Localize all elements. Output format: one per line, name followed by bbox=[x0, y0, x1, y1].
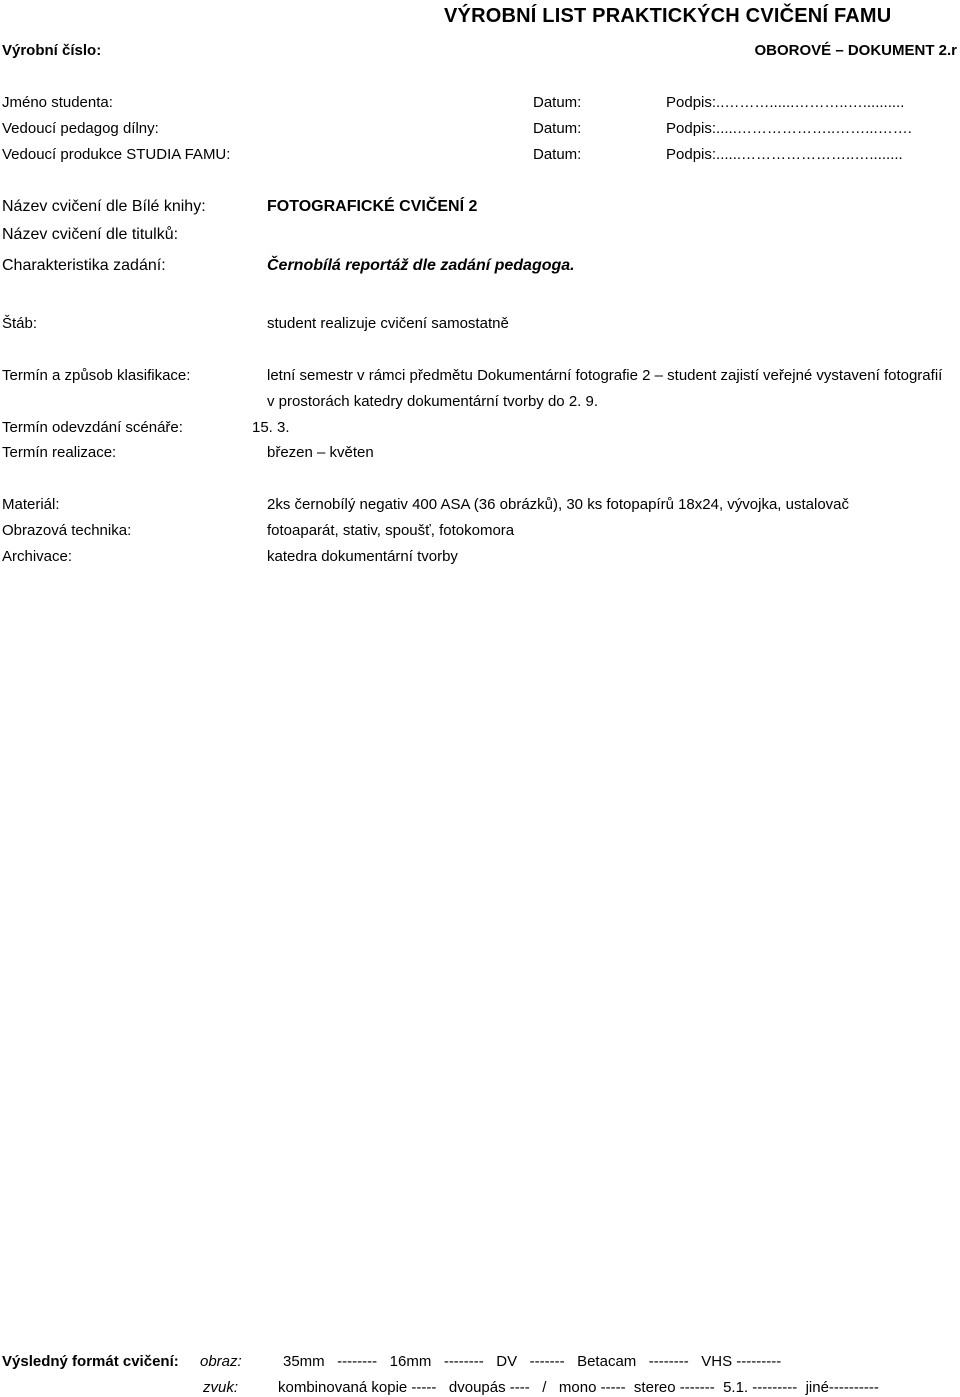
classification-value: letní semestr v rámci předmětu Dokumentární fotografie 2 – student zajistí veřejné vystavení fotografií bbox=[267, 367, 943, 384]
document-reference: OBOROVÉ – DOKUMENT 2.r bbox=[754, 42, 957, 59]
signature-role: Vedoucí pedagog dílny: bbox=[2, 120, 159, 137]
image-format-label: obraz: bbox=[200, 1353, 242, 1370]
date-label: Datum: bbox=[533, 120, 582, 137]
characteristic-value: Černobílá reportáž dle zadání pedagoga. bbox=[267, 257, 575, 274]
final-format-label: Výsledný formát cvičení: bbox=[2, 1353, 179, 1370]
staff-label: Štáb: bbox=[2, 315, 38, 332]
staff-value: student realizuje cvičení samostatně bbox=[267, 315, 509, 332]
signature-line: Podpis:..………......………..….......... bbox=[666, 94, 905, 111]
production-number-label: Výrobní číslo: bbox=[2, 42, 102, 59]
signature-role: Vedoucí produkce STUDIA FAMU: bbox=[2, 146, 231, 163]
exercise-credits-label: Název cvičení dle titulků: bbox=[2, 226, 179, 243]
sound-format-label: zvuk: bbox=[203, 1379, 239, 1396]
exercise-name-label: Název cvičení dle Bílé knihy: bbox=[2, 198, 206, 215]
signature-line: Podpis:.....………………..……...……. bbox=[666, 120, 912, 137]
signature-line: Podpis:......…………………..…........ bbox=[666, 146, 903, 163]
material-value: 2ks černobílý negativ 400 ASA (36 obrázků), 30 ks fotopapírů 18x24, vývojka, ustalovač bbox=[267, 496, 850, 513]
material-label: Materiál: bbox=[2, 496, 60, 513]
script-deadline-label: Termín odevzdání scénáře: bbox=[2, 419, 183, 436]
date-label: Datum: bbox=[533, 146, 582, 163]
document-title: VÝROBNÍ LIST PRAKTICKÝCH CVIČENÍ FAMU bbox=[444, 5, 892, 27]
characteristic-label: Charakteristika zadání: bbox=[2, 257, 166, 274]
date-label: Datum: bbox=[533, 94, 582, 111]
tech-label: Obrazová technika: bbox=[2, 522, 132, 539]
archive-label: Archivace: bbox=[2, 548, 73, 565]
realization-value: březen – květen bbox=[267, 444, 374, 461]
classification-value-continued: v prostorách katedry dokumentární tvorby do 2. 9. bbox=[267, 393, 599, 410]
exercise-name-value: FOTOGRAFICKÉ CVIČENÍ 2 bbox=[267, 198, 478, 215]
realization-label: Termín realizace: bbox=[2, 444, 117, 461]
signature-role: Jméno studenta: bbox=[2, 94, 113, 111]
classification-label: Termín a způsob klasifikace: bbox=[2, 367, 191, 384]
image-format-options: 35mm -------- 16mm -------- DV ------- Betacam -------- VHS --------- bbox=[283, 1353, 782, 1370]
archive-value: katedra dokumentární tvorby bbox=[267, 548, 458, 565]
sound-format-options: kombinovaná kopie ----- dvoupás ---- / mono ----- stereo ------- 5.1. --------- jiné---------- bbox=[278, 1379, 879, 1396]
tech-value: fotoaparát, stativ, spoušť, fotokomora bbox=[267, 522, 515, 539]
script-deadline-value: 15. 3. bbox=[252, 419, 290, 436]
